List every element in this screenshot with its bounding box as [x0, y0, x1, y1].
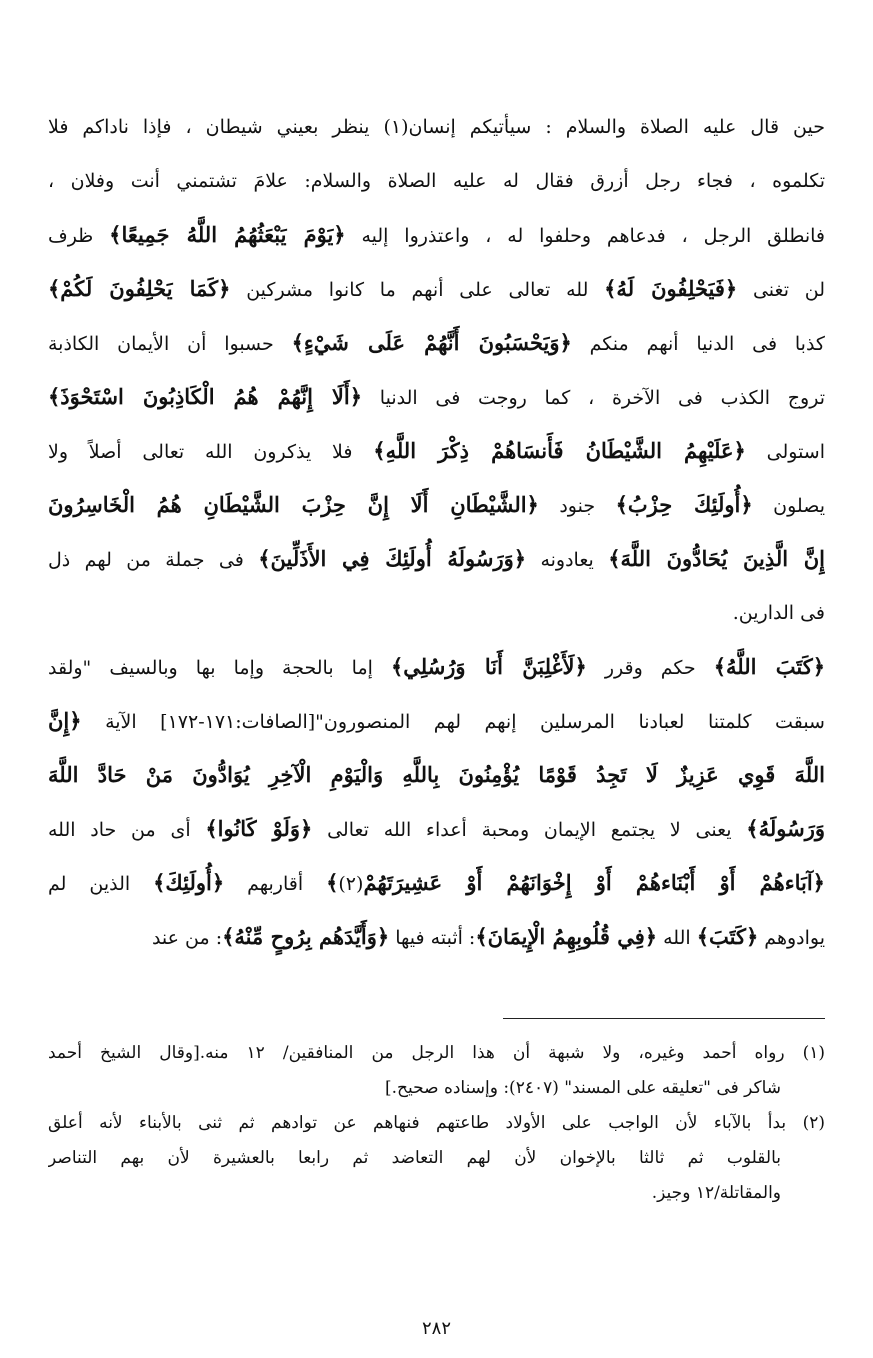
commentary-text: لله تعالى على أنهم ما كانوا مشركين — [230, 279, 605, 301]
text-line — [48, 100, 825, 154]
text-line — [48, 154, 825, 208]
commentary-text: أى من حاد الله — [48, 819, 206, 841]
quran-quote: ﴿الشَّيْطَانِ أَلَا إِنَّ حِزْبَ الشَّيْطَانِ هُمُ الْخَاسِرُونَ — [48, 492, 539, 517]
commentary-text: يعادونه — [526, 549, 609, 571]
commentary-text: الذين لم — [48, 873, 154, 895]
text-line — [48, 910, 825, 964]
quran-quote: إِنَّ الَّذِينَ يُحَادُّونَ اللَّهَ﴾ — [608, 546, 825, 571]
quran-quote: ﴿أَلَا إِنَّهُمْ هُمُ الْكَاذِبُونَ اسْتَحْوَذَ﴾ — [48, 384, 363, 409]
commentary-text: حسبوا أن الأيمان الكاذبة — [48, 333, 292, 355]
quran-quote: ﴿فِي قُلُوبِهِمُ الْإِيمَانَ﴾ — [475, 924, 658, 949]
text-line — [48, 424, 825, 478]
commentary-text: سبقت كلمتنا لعبادنا المرسلين إنهم لهم المنصورون"[الصافات:١٧١-١٧٢] الآية — [81, 711, 825, 733]
commentary-text: يوادوهم — [758, 927, 825, 949]
footnote-separator — [503, 1018, 825, 1019]
commentary-text: حكم وقرر — [586, 657, 714, 679]
commentary-text: فى الدارين. — [732, 602, 825, 624]
main-text — [48, 100, 825, 964]
quran-quote: ﴿كَمَا يَحْلِفُونَ لَكُمْ﴾ — [48, 276, 231, 301]
commentary-text: فلا يذكرون الله تعالى أصلاً ولا — [48, 441, 374, 463]
commentary-text: إما بالحجة وإما بها وبالسيف "ولقد — [48, 657, 391, 679]
text-line — [48, 316, 825, 370]
commentary-text: لن تغنى — [737, 279, 825, 301]
quran-quote: ﴿عَلَيْهِمُ الشَّيْطَانُ فَأَنسَاهُمْ ذِكْرَ اللَّهِ﴾ — [373, 438, 746, 463]
text-line — [48, 532, 825, 586]
text-line — [48, 262, 825, 316]
commentary-text: فانطلق الرجل ، فدعاهم وحلفوا له ، واعتذروا إليه — [345, 225, 825, 247]
text-line — [48, 208, 825, 262]
commentary-text: استولى — [745, 441, 825, 463]
footnote-line: شاكر فى "تعليقه على المسند" (٢٤٠٧): وإسناده صحيح.] — [385, 1078, 781, 1098]
footnote-line: (١) رواه أحمد وغيره، ولا شبهة أن هذا الرجل من المنافقين/ ١٢ منه.[وقال الشيخ أحمد — [48, 1043, 825, 1063]
quran-quote: ﴿لَأَغْلِبَنَّ أَنَا وَرُسُلِي﴾ — [390, 654, 587, 679]
text-line — [48, 370, 825, 424]
text-line — [48, 694, 825, 748]
quran-quote: ﴿كَتَبَ﴾ — [696, 924, 759, 949]
commentary-text: ينظر بعيني شيطان ، فإذا ناداكم فلا — [48, 116, 384, 138]
quran-quote: ﴿أُولَئِكَ حِزْبُ﴾ — [615, 492, 753, 517]
text-line — [48, 640, 825, 694]
quran-quote: ﴿كَتَبَ اللَّهُ﴾ — [713, 654, 825, 679]
footnote-line: (٢) بدأ بالآباء لأن الواجب على الأولاد طاعتهم فنهاهم عن توادهم ثم ثنى بالأبناء لأنه أعلق — [48, 1113, 825, 1133]
text-line — [48, 802, 825, 856]
commentary-text: تروج الكذب فى الآخرة ، كما روجت فى الدنيا — [362, 387, 825, 409]
quran-quote: ﴿وَرَسُولَهُ أُولَئِكَ فِي الأَذَلِّينَ﴾ — [258, 546, 527, 571]
commentary-text: كذبا فى الدنيا أنهم منكم — [571, 333, 825, 355]
quran-quote: ﴿وَأَيَّدَهُم بِرُوحٍ مِّنْهُ﴾ — [222, 924, 390, 949]
quran-quote: ﴿آبَاءهُمْ أَوْ أَبْنَاءهُمْ أَوْ إِخْوَانَهُمْ أَوْ عَشِيرَتَهُمْ — [363, 870, 825, 895]
footnote-line: والمقاتلة/١٢ وجيز. — [651, 1183, 781, 1203]
commentary-text: الله — [657, 927, 697, 949]
commentary-text: (١) — [383, 116, 409, 138]
quran-quote: وَرَسُولَهُ﴾ — [746, 816, 825, 841]
page-number: ٢٨٢ — [421, 1318, 451, 1339]
commentary-text: : من عند — [151, 927, 223, 949]
quran-quote: ﴿إِنَّ — [48, 708, 82, 733]
commentary-text: يصلون — [752, 495, 825, 517]
commentary-text: حين قال عليه الصلاة والسلام : سيأتيكم إنسان — [408, 116, 825, 138]
quran-quote: ﴿وَيَحْسَبُونَ أَنَّهُمْ عَلَى شَيْءٍ﴾ — [291, 330, 572, 355]
footnote-line: بالقلوب ثم ثالثا بالإخوان لأن لهم التعاضد ثم رابعا بالعشيرة لأن بهم التناصر — [48, 1148, 781, 1168]
commentary-text: تكلموه ، فجاء رجل أزرق فقال له عليه الصلاة والسلام: علامَ تشتمني أنت وفلان ، — [48, 170, 825, 192]
quran-quote: ﴿يَوْمَ يَبْعَثُهُمُ اللَّهُ جَمِيعًا﴾ — [109, 222, 346, 247]
text-line — [48, 856, 825, 910]
commentary-text: يعنى لا يجتمع الإيمان ومحبة أعداء الله تعالى — [312, 819, 747, 841]
commentary-text: جنود — [538, 495, 616, 517]
quran-quote: ﴿أُولَئِكَ﴾ — [153, 870, 225, 895]
commentary-text: : أثبته فيها — [389, 927, 476, 949]
text-line — [48, 748, 825, 802]
text-line — [48, 478, 825, 532]
quran-quote: اللَّهَ قَوِي عَزِيزٌ لَا تَجِدُ قَوْمًا يُؤْمِنُونَ بِاللَّهِ وَالْيَوْمِ الْآخِرِ يُوَادُّونَ مَنْ حَادَّ اللَّهَ — [48, 762, 825, 787]
commentary-text: فى جملة من لهم ذل — [48, 549, 259, 571]
quran-quote: ﴿فَيَحْلِفُونَ لَهُ﴾ — [604, 276, 738, 301]
quran-quote: ﴾ — [326, 870, 339, 895]
commentary-text: (٢) — [338, 873, 364, 895]
commentary-text: أقاربهم — [224, 873, 327, 895]
quran-quote: ﴿وَلَوْ كَانُوا﴾ — [205, 816, 313, 841]
footnotes — [48, 1036, 825, 1211]
commentary-text: ظرف — [48, 225, 110, 247]
text-line — [48, 586, 825, 640]
